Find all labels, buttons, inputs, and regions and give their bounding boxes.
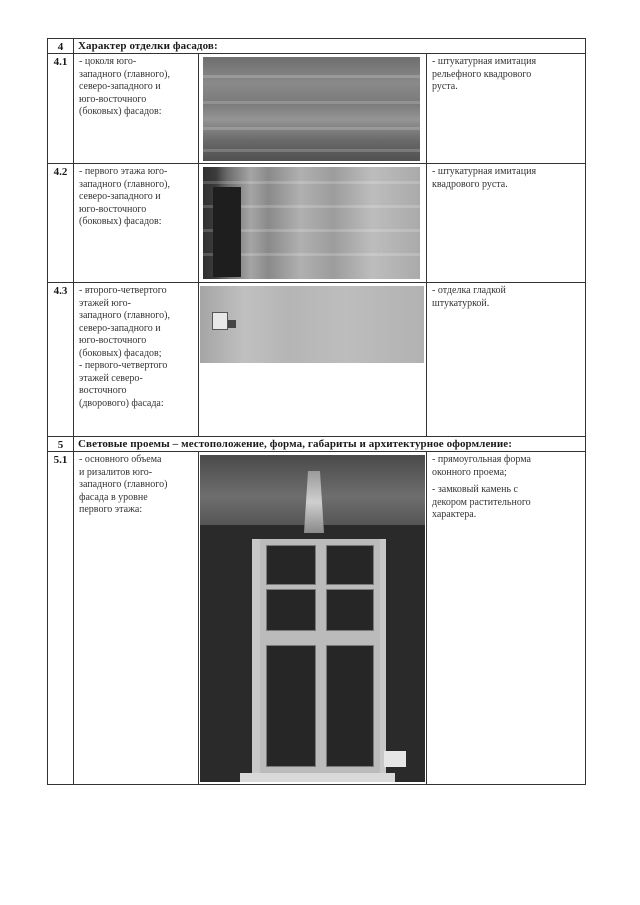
row-number: 4.3 (48, 283, 74, 437)
row-number: 5.1 (48, 452, 74, 785)
section-number: 4 (48, 39, 74, 54)
table-row-4-1 (48, 54, 586, 164)
section-title: Характер отделки фасадов: (74, 39, 586, 54)
section-header-4 (48, 39, 586, 54)
upper-floors-facade-photo (200, 286, 424, 363)
window-opening-photo (200, 455, 425, 782)
row-note: - отделка гладкой штукатуркой. (427, 283, 586, 437)
row-description: - первого этажа юго- западного (главного), северо-западного и юго-восточного (боковых) фасадов: (74, 164, 199, 283)
ground-floor-facade-photo (203, 167, 420, 279)
row-number: 4.1 (48, 54, 74, 164)
photo-cell (199, 54, 427, 164)
section-number: 5 (48, 437, 74, 452)
section-title: Световые проемы – местоположение, форма, габариты и архитектурное оформление: (74, 437, 586, 452)
row-note: - прямоугольная форма оконного проема; - замковый камень с декором растительного характера. (427, 452, 586, 785)
row-note: - штукатурная имитация рельефного квадрового руста. (427, 54, 586, 164)
row-description: - второго-четвертого этажей юго- западного (главного), северо-западного и юго-восточного (боковых) фасадов; - первого-четвертого этажей северо- восточного (дворового) фасада: (74, 283, 199, 437)
section-header-5 (48, 437, 586, 452)
photo-cell (199, 283, 427, 437)
architecture-table (47, 38, 586, 785)
row-description: - основного объема и ризалитов юго- западного (главного) фасада в уровне первого этажа: (74, 452, 199, 785)
plinth-facade-photo (203, 57, 420, 161)
table-row-4-2 (48, 164, 586, 283)
row-note: - штукатурная имитация квадрового руста. (427, 164, 586, 283)
table-row-4-3 (48, 283, 586, 437)
row-description: - цоколя юго- западного (главного), северо-западного и юго-восточного (боковых) фасадов: (74, 54, 199, 164)
photo-cell (199, 452, 427, 785)
photo-cell (199, 164, 427, 283)
table-row-5-1 (48, 452, 586, 785)
row-number: 4.2 (48, 164, 74, 283)
